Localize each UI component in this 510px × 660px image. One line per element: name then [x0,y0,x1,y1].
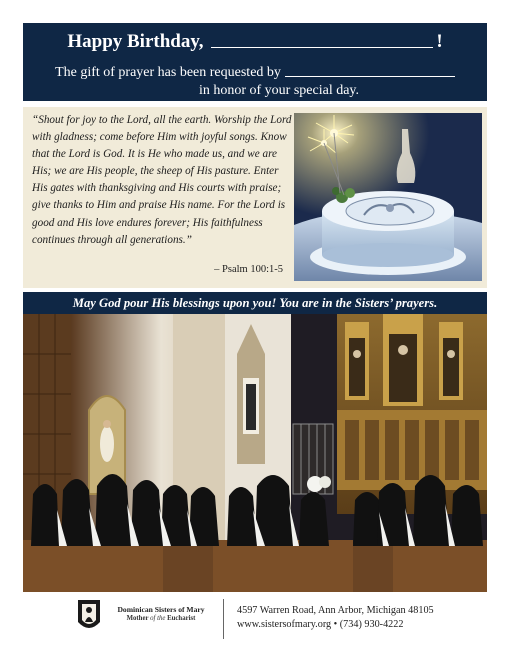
org-subtitle-eucharist: Eucharist [167,615,196,622]
honor-line: in honor of your special day. [198,83,360,98]
dominican-sisters-logo-icon [76,598,102,634]
name-blank-line [211,34,433,48]
footer-divider [223,599,224,639]
birthday-title-text: Happy Birthday, [67,31,204,52]
chapel-illustration [23,314,487,592]
org-address: 4597 Warren Road, Ann Arbor, Michigan 48105 [237,605,434,616]
requested-by-text: The gift of prayer has been requested by [55,65,281,80]
requester-blank-line [285,65,455,77]
birthday-title [23,31,487,53]
blessing-banner: May God pour His blessings upon you! You are in the Sisters’ prayers. [23,292,487,314]
title-exclamation: ! [436,31,443,52]
requested-by-line [23,65,487,81]
org-contact: www.sistersofmary.org • (734) 930-4222 [237,619,404,630]
chapel-sisters-photo [23,314,487,592]
org-name: Dominican Sisters of Mary [117,605,205,614]
header-band [23,23,487,101]
org-subtitle-mother: Mother [126,615,149,622]
org-subtitle [108,615,214,622]
birthday-cake-photo [294,113,482,281]
psalm-quote: “Shout for joy to the Lord, all the earth. Worship the Lord with gladness; come before Him with joyful songs. Know that the Lord is God. It is He who made us, and we are His; we are His people, the sheep of His pasture. Enter His gates with thanksgiving and His courts with praise; give thanks to Him and praise His name. For the Lord is good and His love endures forever; His faithfulness continues through all generations.” [32,114,292,246]
psalm-citation: – Psalm 100:1-5 [214,264,283,275]
cake-illustration [294,113,482,281]
org-subtitle-of-the: of the [150,615,166,622]
